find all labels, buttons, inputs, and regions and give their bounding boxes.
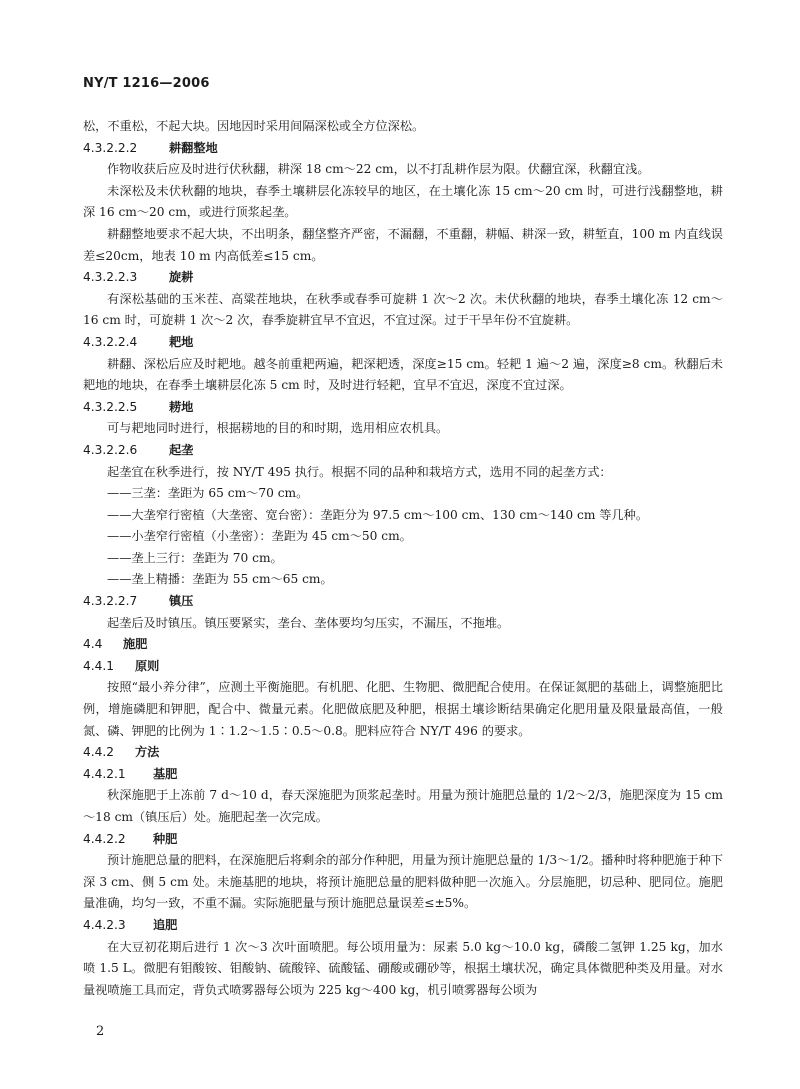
section-heading-4-3-2-2-5 <box>83 397 723 419</box>
section-title: 起垄 <box>169 442 194 457</box>
section-title: 耙地 <box>169 334 194 349</box>
section-title: 原则 <box>135 658 160 673</box>
section-number: 4.4.1 <box>83 658 115 673</box>
section-number: 4.4 <box>83 637 103 652</box>
paragraph: 按照“最小养分律”，应测土平衡施肥。有机肥、化肥、生物肥、微肥配合使用。在保证氮肥的基础上，调整施肥比例，增施磷肥和钾肥，配合中、微量元素。化肥做底肥及种肥，根据土壤诊断结果确定化肥用量及限量最高值，一般氮、磷、钾肥的比例为 1∶1.2～1.5∶0.5～0.8。肥料应符合 NY/T 496 的要求。 <box>83 680 723 738</box>
list-item: ——小垄窄行密植（小垄密）：垄距为 45 cm～50 cm。 <box>107 529 412 544</box>
section-heading-4-4-1 <box>83 656 723 678</box>
section-number: 4.3.2.2.6 <box>83 442 138 457</box>
paragraph: 起垄宜在秋季进行，按 NY/T 495 执行。根据不同的品种和栽培方式，选用不同的起垄方式： <box>107 464 612 479</box>
section-number: 4.4.2.3 <box>83 917 126 932</box>
list-item: ——垄上三行：垄距为 70 cm。 <box>107 550 283 565</box>
section-heading-4-3-2-2-7 <box>83 591 723 613</box>
section-number: 4.3.2.2.3 <box>83 270 138 285</box>
paragraph: 起垄后及时镇压。镇压要紧实，垄台、垄体要均匀压实，不漏压，不拖堆。 <box>107 615 510 630</box>
section-heading-4-4-2-2 <box>83 829 723 851</box>
section-title: 基肥 <box>153 766 178 781</box>
section-heading-4-4-2 <box>83 742 723 764</box>
section-number: 4.4.2.1 <box>83 766 126 781</box>
paragraph: 秋深施肥于上冻前 7 d～10 d，春天深施肥为顶浆起垄时。用量为预计施肥总量的 1/2～2/3，施肥深度为 15 cm～18 cm（镇压后）处。施肥起垄一次完成。 <box>83 788 723 824</box>
paragraph: 有深松基础的玉米茬、高粱茬地块，在秋季或春季可旋耕 1 次～2 次。未伏秋翻的地块，春季土壤化冻 12 cm～16 cm 时，可旋耕 1 次～2 次，春季旋耕宜早不宜迟，不宜过深。过于干旱年份不宜旋耕。 <box>83 291 723 328</box>
paragraph: 作物收获后应及时进行伏秋翻，耕深 18 cm～22 cm，以不打乱耕作层为限。伏翻宜深，秋翻宜浅。 <box>107 162 650 177</box>
section-heading-4-3-2-2-6 <box>83 440 723 462</box>
section-title: 耕翻整地 <box>169 140 218 155</box>
section-heading-4-4-2-3 <box>83 915 723 937</box>
section-number: 4.3.2.2.4 <box>83 334 138 349</box>
list-item: ——垄上精播：垄距为 55 cm～65 cm。 <box>107 572 333 587</box>
document-body <box>83 116 723 1001</box>
section-number: 4.4.2.2 <box>83 831 126 846</box>
section-number: 4.3.2.2.7 <box>83 594 138 609</box>
page-number: 2 <box>96 1024 105 1039</box>
section-number: 4.3.2.2.2 <box>83 140 138 155</box>
paragraph: 预计施肥总量的肥料，在深施肥后将剩余的部分作种肥，用量为预计施肥总量的 1/3～1/2。播种时将种肥施于种下深 3 cm、侧 5 cm 处。未施基肥的地块，将预计施肥总量的肥料做种肥一次施入。分层施肥，切忌种、肥同位。施肥量准确，均匀一致，不重不漏。实际施肥量与预计施肥总量误差≤±5%。 <box>83 853 723 911</box>
list-item: ——三垄：垄距为 65 cm～70 cm。 <box>107 486 309 501</box>
section-heading-4-3-2-2-4 <box>83 332 723 354</box>
section-heading-4-4 <box>83 634 723 656</box>
paragraph: 未深松及未伏秋翻的地块，春季土壤耕层化冻较早的地区，在土壤化冻 15 cm～20 cm 时，可进行浅翻整地，耕深 16 cm～20 cm，或进行顶浆起垄。 <box>83 183 723 220</box>
standard-code-header: NY/T 1216—2006 <box>83 76 210 91</box>
section-title: 旋耕 <box>169 270 194 285</box>
paragraph: 松，不重松，不起大块。因地因时采用间隔深松或全方位深松。 <box>83 119 425 133</box>
section-title: 追肥 <box>153 917 178 932</box>
section-title: 镇压 <box>169 594 194 609</box>
section-title: 方法 <box>135 745 160 760</box>
section-number: 4.3.2.2.5 <box>83 399 138 414</box>
section-title: 耢地 <box>169 399 194 414</box>
section-heading-4-4-2-1 <box>83 764 723 786</box>
section-number: 4.4.2 <box>83 745 115 760</box>
section-title: 种肥 <box>153 831 178 846</box>
section-title: 施肥 <box>123 637 148 652</box>
section-heading-4-3-2-2-2 <box>83 138 723 160</box>
list-item: ——大垄窄行密植（大垄密、宽台密）：垄距分为 97.5 cm～100 cm、130 cm～140 cm 等几种。 <box>107 507 649 522</box>
paragraph: 可与耙地同时进行，根据耢地的目的和时期，选用相应农机具。 <box>107 421 449 436</box>
paragraph: 耕翻、深松后应及时耙地。越冬前重耙两遍，耙深耙透，深度≥15 cm。轻耙 1 遍～2 遍，深度≥8 cm。秋翻后未耙地的地块，在春季土壤耕层化冻 5 cm 时，及时进行轻耙，宜早不宜迟，深度不宜过深。 <box>83 356 723 393</box>
paragraph: 在大豆初花期后进行 1 次～3 次叶面喷肥。每公顷用量为：尿素 5.0 kg～10.0 kg，磷酸二氢钾 1.25 kg，加水喷 1.5 L。微肥有钼酸铵、钼酸钠、硫酸锌、硫酸锰、硼酸或硼砂等，根据土壤状况，确定具体微肥种类及用量。对水量视喷施工具而定，背负式喷雾器每公顷为 225 kg～400 kg，机引喷雾器每公顷为 <box>83 939 723 997</box>
section-heading-4-3-2-2-3 <box>83 267 723 289</box>
paragraph: 耕翻整地要求不起大块，不出明条，翻垡整齐严密，不漏翻，不重翻，耕幅、耕深一致，耕堑直，100 m 内直线误差≤20cm，地表 10 m 内高低差≤15 cm。 <box>83 226 723 263</box>
